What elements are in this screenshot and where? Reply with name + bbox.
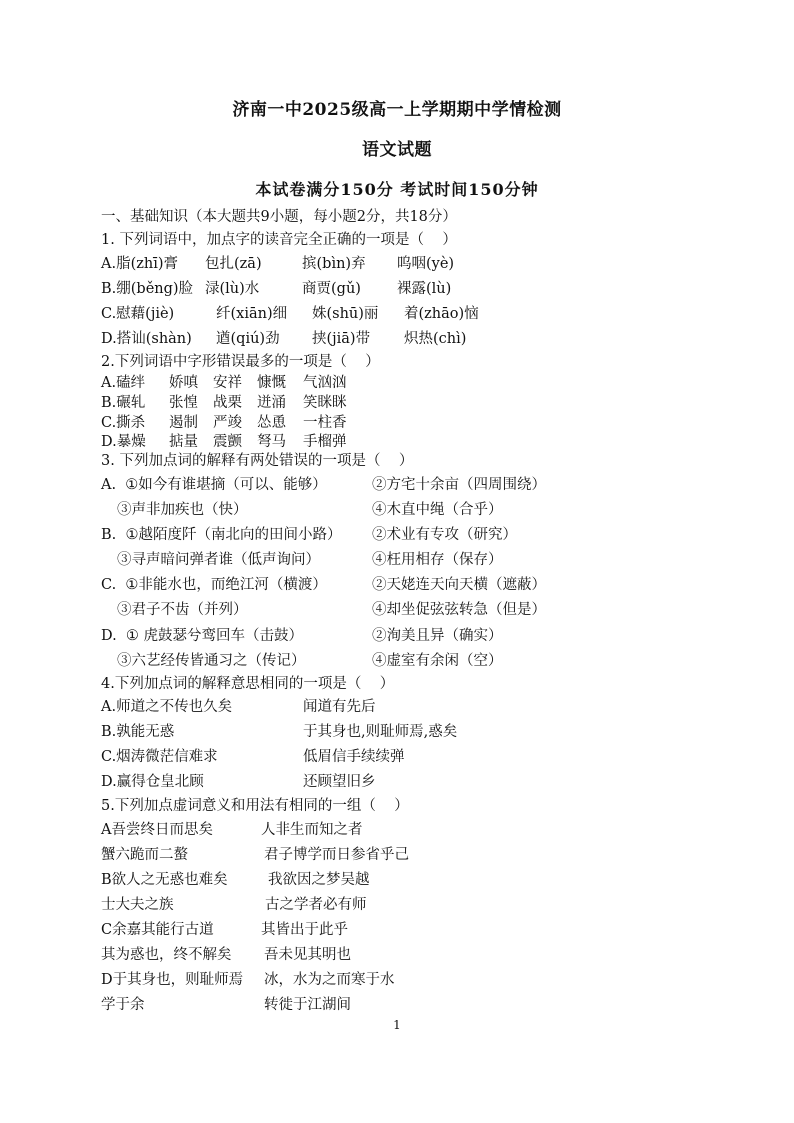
question-5-row (101, 820, 363, 840)
question-1-option-d (101, 329, 466, 349)
option-word: D.暴燥 (101, 434, 146, 450)
option-word: 严竣 (213, 415, 242, 431)
question-1-stem: 1. 下列词语中，加点字的读音完全正确的一项是（ ） (101, 232, 457, 248)
question-4-row (101, 772, 376, 792)
question-3-row (101, 525, 517, 545)
question-5-row (101, 920, 348, 940)
question-2-option-a (101, 373, 347, 393)
option-word: B.碾轧 (101, 395, 146, 411)
option-word: 挟(jiā)带 (312, 331, 371, 347)
option-word: 呜咽(yè) (397, 256, 455, 272)
sentence-item: 君子博学而日参省乎己 (264, 847, 409, 863)
option-word: 慷慨 (257, 375, 286, 391)
option-word: 张惶 (169, 395, 198, 411)
option-word: 怂恿 (257, 415, 286, 431)
option-word: 一柱香 (303, 415, 347, 431)
option-word: C.慰藉(jiè) (101, 306, 175, 322)
sentence-item: 我欲因之梦吴越 (268, 872, 370, 888)
definition-item: ④虚室有余闲（空） (372, 653, 503, 669)
question-4-row (101, 722, 457, 742)
question-5-row (101, 945, 351, 965)
sentence-item: 闻道有先后 (303, 699, 376, 715)
question-1-option-c (101, 304, 479, 324)
option-word: 掂量 (169, 434, 198, 450)
sentence-item: A吾尝终日而思矣 (101, 822, 213, 838)
question-1-option-a (101, 254, 454, 274)
question-4-stem: 4.下列加点词的解释意思相同的一项是（ ） (101, 676, 395, 692)
sentence-item: C.烟涛微茫信难求 (101, 749, 218, 765)
question-2-option-c (101, 413, 347, 433)
option-word: 弩马 (257, 434, 286, 450)
sentence-item: 学于余 (101, 997, 145, 1013)
option-word: A.磕绊 (101, 375, 146, 391)
option-word: 炽热(chì) (404, 331, 467, 347)
option-word: 气汹汹 (303, 375, 347, 391)
option-word: 商贾(gǔ) (302, 281, 361, 297)
sentence-item: 蟹六跪而二螯 (101, 847, 188, 863)
definition-item: ②方宅十余亩（四周围绕） (372, 477, 546, 493)
option-word: 笑眯眯 (303, 395, 347, 411)
question-4-row (101, 697, 376, 717)
option-word: 娇嗔 (169, 375, 198, 391)
definition-item: ③寻声暗问弹者谁（低声询问） (117, 552, 320, 568)
definition-item: C. ①非能水也，而绝江河（横渡） (101, 577, 327, 593)
option-word: 安祥 (213, 375, 242, 391)
definition-item: D. ① 虎鼓瑟兮鸾回车（击鼓） (101, 628, 304, 644)
definition-item: A. ①如今有谁堪摘（可以、能够） (101, 477, 327, 493)
question-5-row (101, 970, 395, 990)
page-number: 1 (393, 1018, 401, 1032)
sentence-item: 还顾望旧乡 (303, 774, 376, 790)
question-3-row (117, 651, 503, 671)
option-word: 摈(bìn)弃 (302, 256, 366, 272)
section-heading: 一、基础知识（本大题共9小题，每小题2分，共18分） (101, 209, 457, 225)
option-word: 遏制 (169, 415, 198, 431)
option-word: 遒(qiú)劲 (216, 331, 280, 347)
definition-item: ②洵美且异（确实） (372, 628, 503, 644)
question-5-row (101, 845, 409, 865)
sentence-item: 古之学者必有师 (265, 897, 367, 913)
option-word: 包扎(zā) (205, 256, 262, 272)
option-word: 手榴弹 (303, 434, 347, 450)
question-2-option-d (101, 432, 347, 452)
definition-item: ③声非加疾也（快） (117, 502, 248, 518)
definition-item: ④枉用相存（保存） (372, 552, 503, 568)
option-word: 战栗 (213, 395, 242, 411)
sentence-item: B.孰能无惑 (101, 724, 175, 740)
sentence-item: B欲人之无惑也难矣 (101, 872, 228, 888)
sentence-item: 冰，水为之而寒于水 (264, 972, 395, 988)
definition-item: ④却坐促弦弦转急（但是） (372, 602, 546, 618)
sentence-item: D.赢得仓皇北顾 (101, 774, 204, 790)
option-word: 着(zhāo)恼 (404, 306, 479, 322)
exam-title: 济南一中2025级高一上学期期中学情检测 (232, 100, 562, 120)
subject-title: 语文试题 (362, 140, 432, 160)
definition-item: ③六艺经传皆通习之（传记） (117, 653, 306, 669)
option-word: 震颤 (213, 434, 242, 450)
sentence-item: C余嘉其能行古道 (101, 922, 214, 938)
option-word: 纤(xiān)细 (216, 306, 288, 322)
question-4-row (101, 747, 405, 767)
definition-item: ②术业有专攻（研究） (372, 527, 517, 543)
option-word: 渌(lù)水 (205, 281, 260, 297)
option-word: 姝(shū)丽 (312, 306, 379, 322)
question-3-row (101, 475, 546, 495)
question-3-stem: 3. 下列加点词的解释有两处错误的一项是（ ） (101, 453, 414, 469)
sentence-item: 吾未见其明也 (264, 947, 351, 963)
question-3-row (101, 575, 546, 595)
question-3-row (117, 550, 503, 570)
sentence-item: A.师道之不传也久矣 (101, 699, 233, 715)
option-word: B.绷(běng)脸 (101, 281, 194, 297)
question-1-option-b (101, 279, 451, 299)
sentence-item: 人非生而知之者 (261, 822, 363, 838)
option-word: 迸涌 (257, 395, 286, 411)
question-2-stem: 2.下列词语中字形错误最多的一项是（ ） (101, 354, 380, 370)
question-5-row (101, 870, 370, 890)
question-3-row (117, 500, 503, 520)
question-3-row (101, 626, 503, 646)
option-word: C.撕杀 (101, 415, 146, 431)
question-5-row (101, 895, 367, 915)
exam-info: 本试卷满分150分 考试时间150分钟 (255, 180, 539, 199)
option-word: A.脂(zhī)膏 (101, 256, 179, 272)
definition-item: ②天姥连天向天横（遮蔽） (372, 577, 546, 593)
question-5-row (101, 995, 351, 1015)
question-5-stem: 5.下列加点虚词意义和用法有相同的一组（ ） (101, 798, 409, 814)
sentence-item: 其为惑也，终不解矣 (101, 947, 232, 963)
question-3-row (117, 600, 546, 620)
definition-item: B. ①越陌度阡（南北向的田间小路） (101, 527, 342, 543)
question-2-option-b (101, 393, 347, 413)
sentence-item: 转徙于江湖间 (264, 997, 351, 1013)
option-word: 裸露(lù) (397, 281, 452, 297)
definition-item: ③君子不齿（并列） (117, 602, 248, 618)
sentence-item: 于其身也,则耻师焉,惑矣 (303, 724, 458, 740)
definition-item: ④木直中绳（合乎） (372, 502, 503, 518)
sentence-item: 其皆出于此乎 (261, 922, 348, 938)
sentence-item: 士大夫之族 (101, 897, 174, 913)
option-word: D.搭讪(shàn) (101, 331, 192, 347)
sentence-item: D于其身也，则耻师焉 (101, 972, 244, 988)
sentence-item: 低眉信手续续弹 (303, 749, 405, 765)
